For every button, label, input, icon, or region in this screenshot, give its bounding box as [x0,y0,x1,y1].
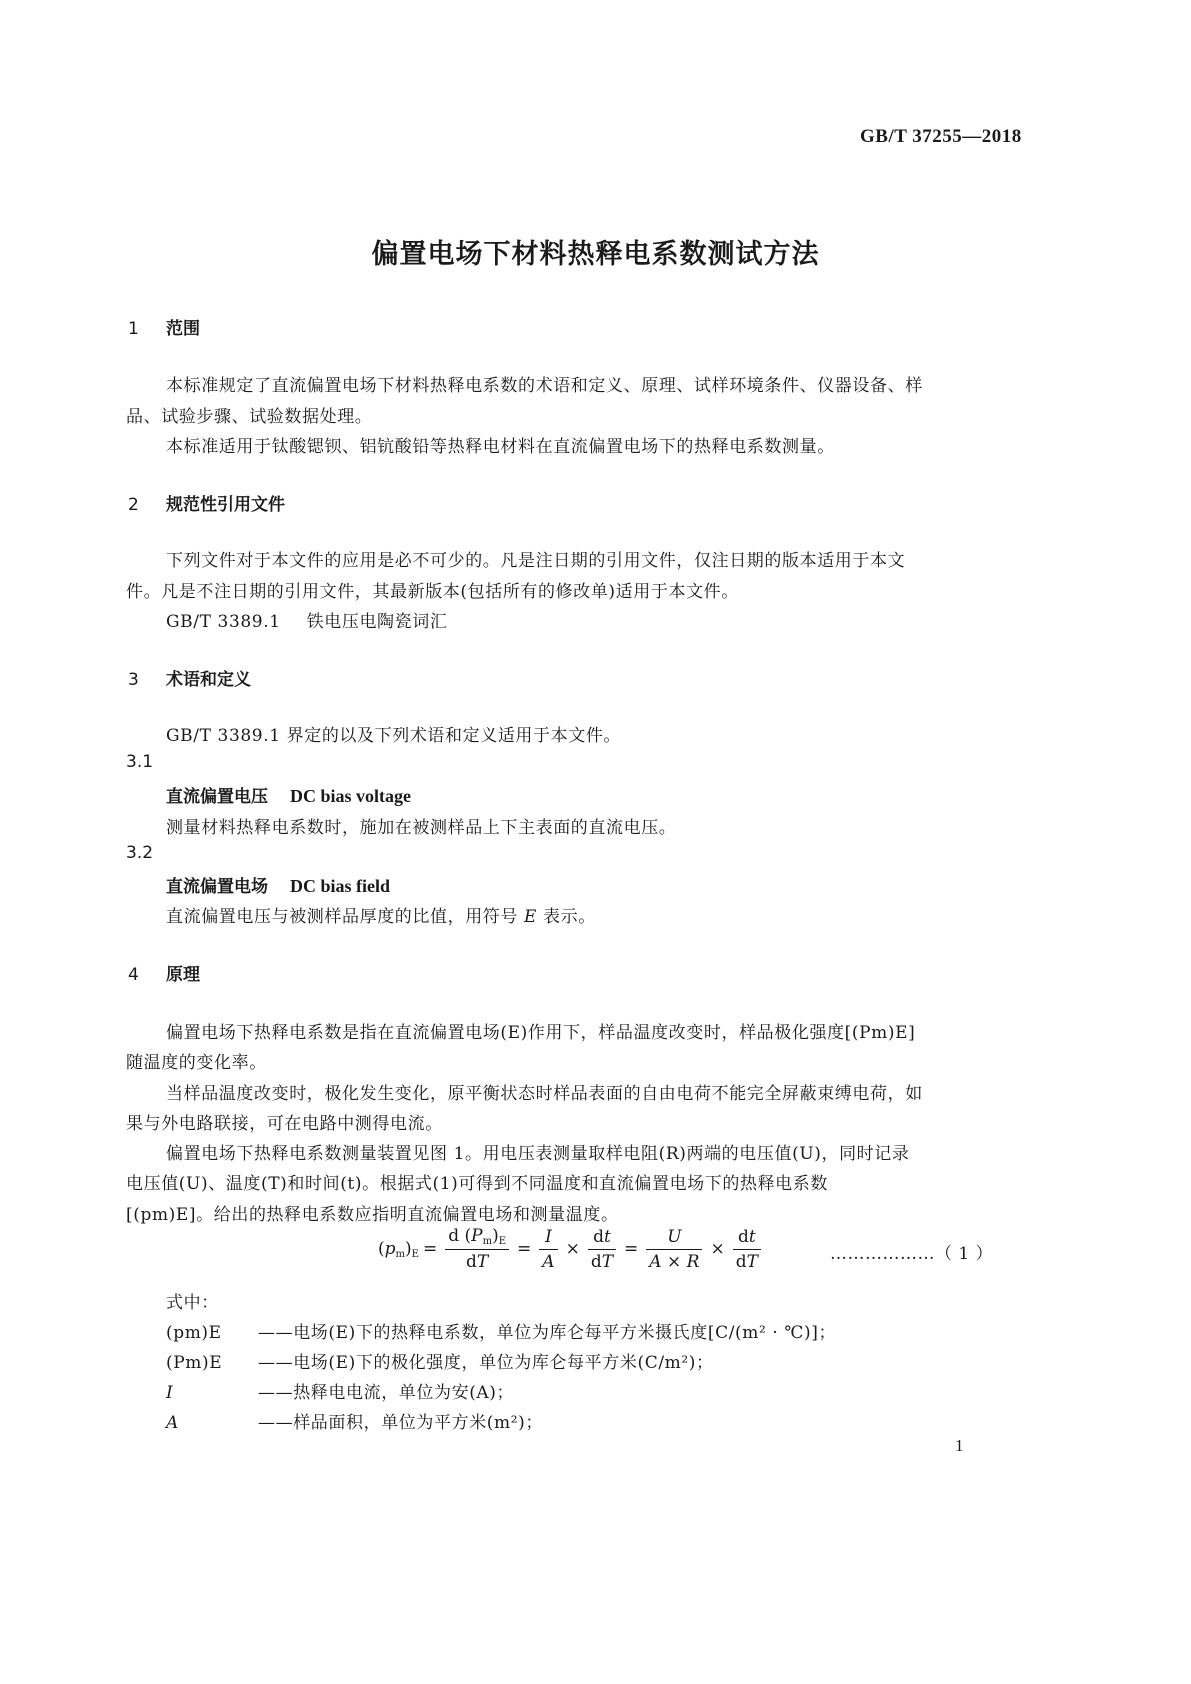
section-number: 4 [128,965,139,985]
symbol-description: ——样品面积，单位为平方米(m²)； [258,1413,543,1433]
section-title: 范围 [166,319,200,339]
definition-text: 直流偏置电压与被测样品厚度的比值，用符号 [166,907,518,927]
term-en: DC bias voltage [290,786,411,806]
where-label: 式中： [166,1293,219,1313]
section-title: 原理 [166,965,200,985]
definition-text: 表示。 [543,907,596,927]
s2-reference [166,607,447,632]
standard-number: GB/T 37255—2018 [860,126,1022,147]
section-3-heading [128,665,251,690]
symbol-definition [166,1408,543,1433]
term-zh: 直流偏置电场 [166,877,268,897]
s4-p1-line1: 偏置电场下热释电系数是指在直流偏置电场(E)作用下，样品温度改变时，样品极化强度[(Pm)E] [166,1023,916,1043]
symbol-definition [166,1348,714,1373]
symbol: A [166,1413,179,1433]
section-2-heading [128,490,285,515]
s2-para1-line1: 下列文件对于本文件的应用是必不可少的。凡是注日期的引用文件，仅注日期的版本适用于本文 [166,551,906,571]
reference-title: 铁电压电陶瓷词汇 [306,612,448,632]
s4-p1-line2: 随温度的变化率。 [126,1053,267,1073]
s3-intro: GB/T 3389.1 界定的以及下列术语和定义适用于本文件。 [166,726,622,746]
term-3-2-number: 3.2 [126,843,154,863]
section-title: 规范性引用文件 [166,495,285,515]
equation-1: $(p_m)_E$ = $\frac{d (P_m)_E}{dT}$ = $\frac{I}{A}$ × $\frac{dt}{dT}$ = $\frac{U}{A \times R}$ × $\frac{dt}{dT}$ [378,1226,765,1272]
s1-para2: 本标准适用于钛酸锶钡、铝钪酸铅等热释电材料在直流偏置电场下的热释电系数测量。 [166,437,835,457]
document-title: 偏置电场下材料热释电系数测试方法 [371,239,820,270]
term-3-2-definition [166,902,596,927]
symbol: (pm)E [166,1323,222,1343]
symbol: I [166,1383,174,1403]
s4-p3-line3: [(pm)E]。给出的热释电系数应指明直流偏置电场和测量温度。 [126,1205,619,1225]
reference-code: GB/T 3389.1 [166,612,281,632]
section-number: 1 [128,319,139,339]
section-1-heading [128,314,200,339]
symbol-description: ——电场(E)下的极化强度，单位为库仑每平方米(C/m²)； [258,1353,714,1373]
term-3-1-definition: 测量材料热释电系数时，施加在被测样品上下主表面的直流电压。 [166,818,677,838]
term-en: DC bias field [290,876,391,896]
symbol-description: ——热释电电流，单位为安(A)； [258,1383,515,1403]
s2-para1-line2: 件。凡是不注日期的引用文件，其最新版本(包括所有的修改单)适用于本文件。 [126,582,739,602]
symbol-description: ——电场(E)下的热释电系数，单位为库仑每平方米摄氏度[C/(m² · ℃)]； [258,1323,837,1343]
s4-p2-line2: 果与外电路联接，可在电路中测得电流。 [126,1114,443,1134]
symbol: (Pm)E [166,1353,223,1373]
term-3-1-number: 3.1 [126,752,154,772]
page-number: 1 [955,1436,964,1455]
symbol-definition [166,1378,514,1403]
symbol-definition [166,1318,836,1343]
term-3-1-heading [166,782,411,807]
equation-number: ………………（ 1 ） [830,1244,994,1264]
section-number: 3 [128,670,139,690]
s4-p2-line1: 当样品温度改变时，极化发生变化，原平衡状态时样品表面的自由电荷不能完全屏蔽束缚电荷，如 [166,1084,923,1104]
symbol-E: E [524,907,538,927]
section-number: 2 [128,495,139,515]
s1-para1-line1: 本标准规定了直流偏置电场下材料热释电系数的术语和定义、原理、试样环境条件、仪器设备、样 [166,376,923,396]
term-zh: 直流偏置电压 [166,787,268,807]
section-title: 术语和定义 [166,670,251,690]
s4-p3-line1: 偏置电场下热释电系数测量装置见图 1。用电压表测量取样电阻(R)两端的电压值(U)，同时记录 [166,1144,910,1164]
s4-p3-line2: 电压值(U)、温度(T)和时间(t)。根据式(1)可得到不同温度和直流偏置电场下的热释电系数 [126,1174,828,1194]
s1-para1-line2: 品、试验步骤、试验数据处理。 [126,407,373,427]
term-3-2-heading [166,872,390,897]
section-4-heading [128,960,200,985]
